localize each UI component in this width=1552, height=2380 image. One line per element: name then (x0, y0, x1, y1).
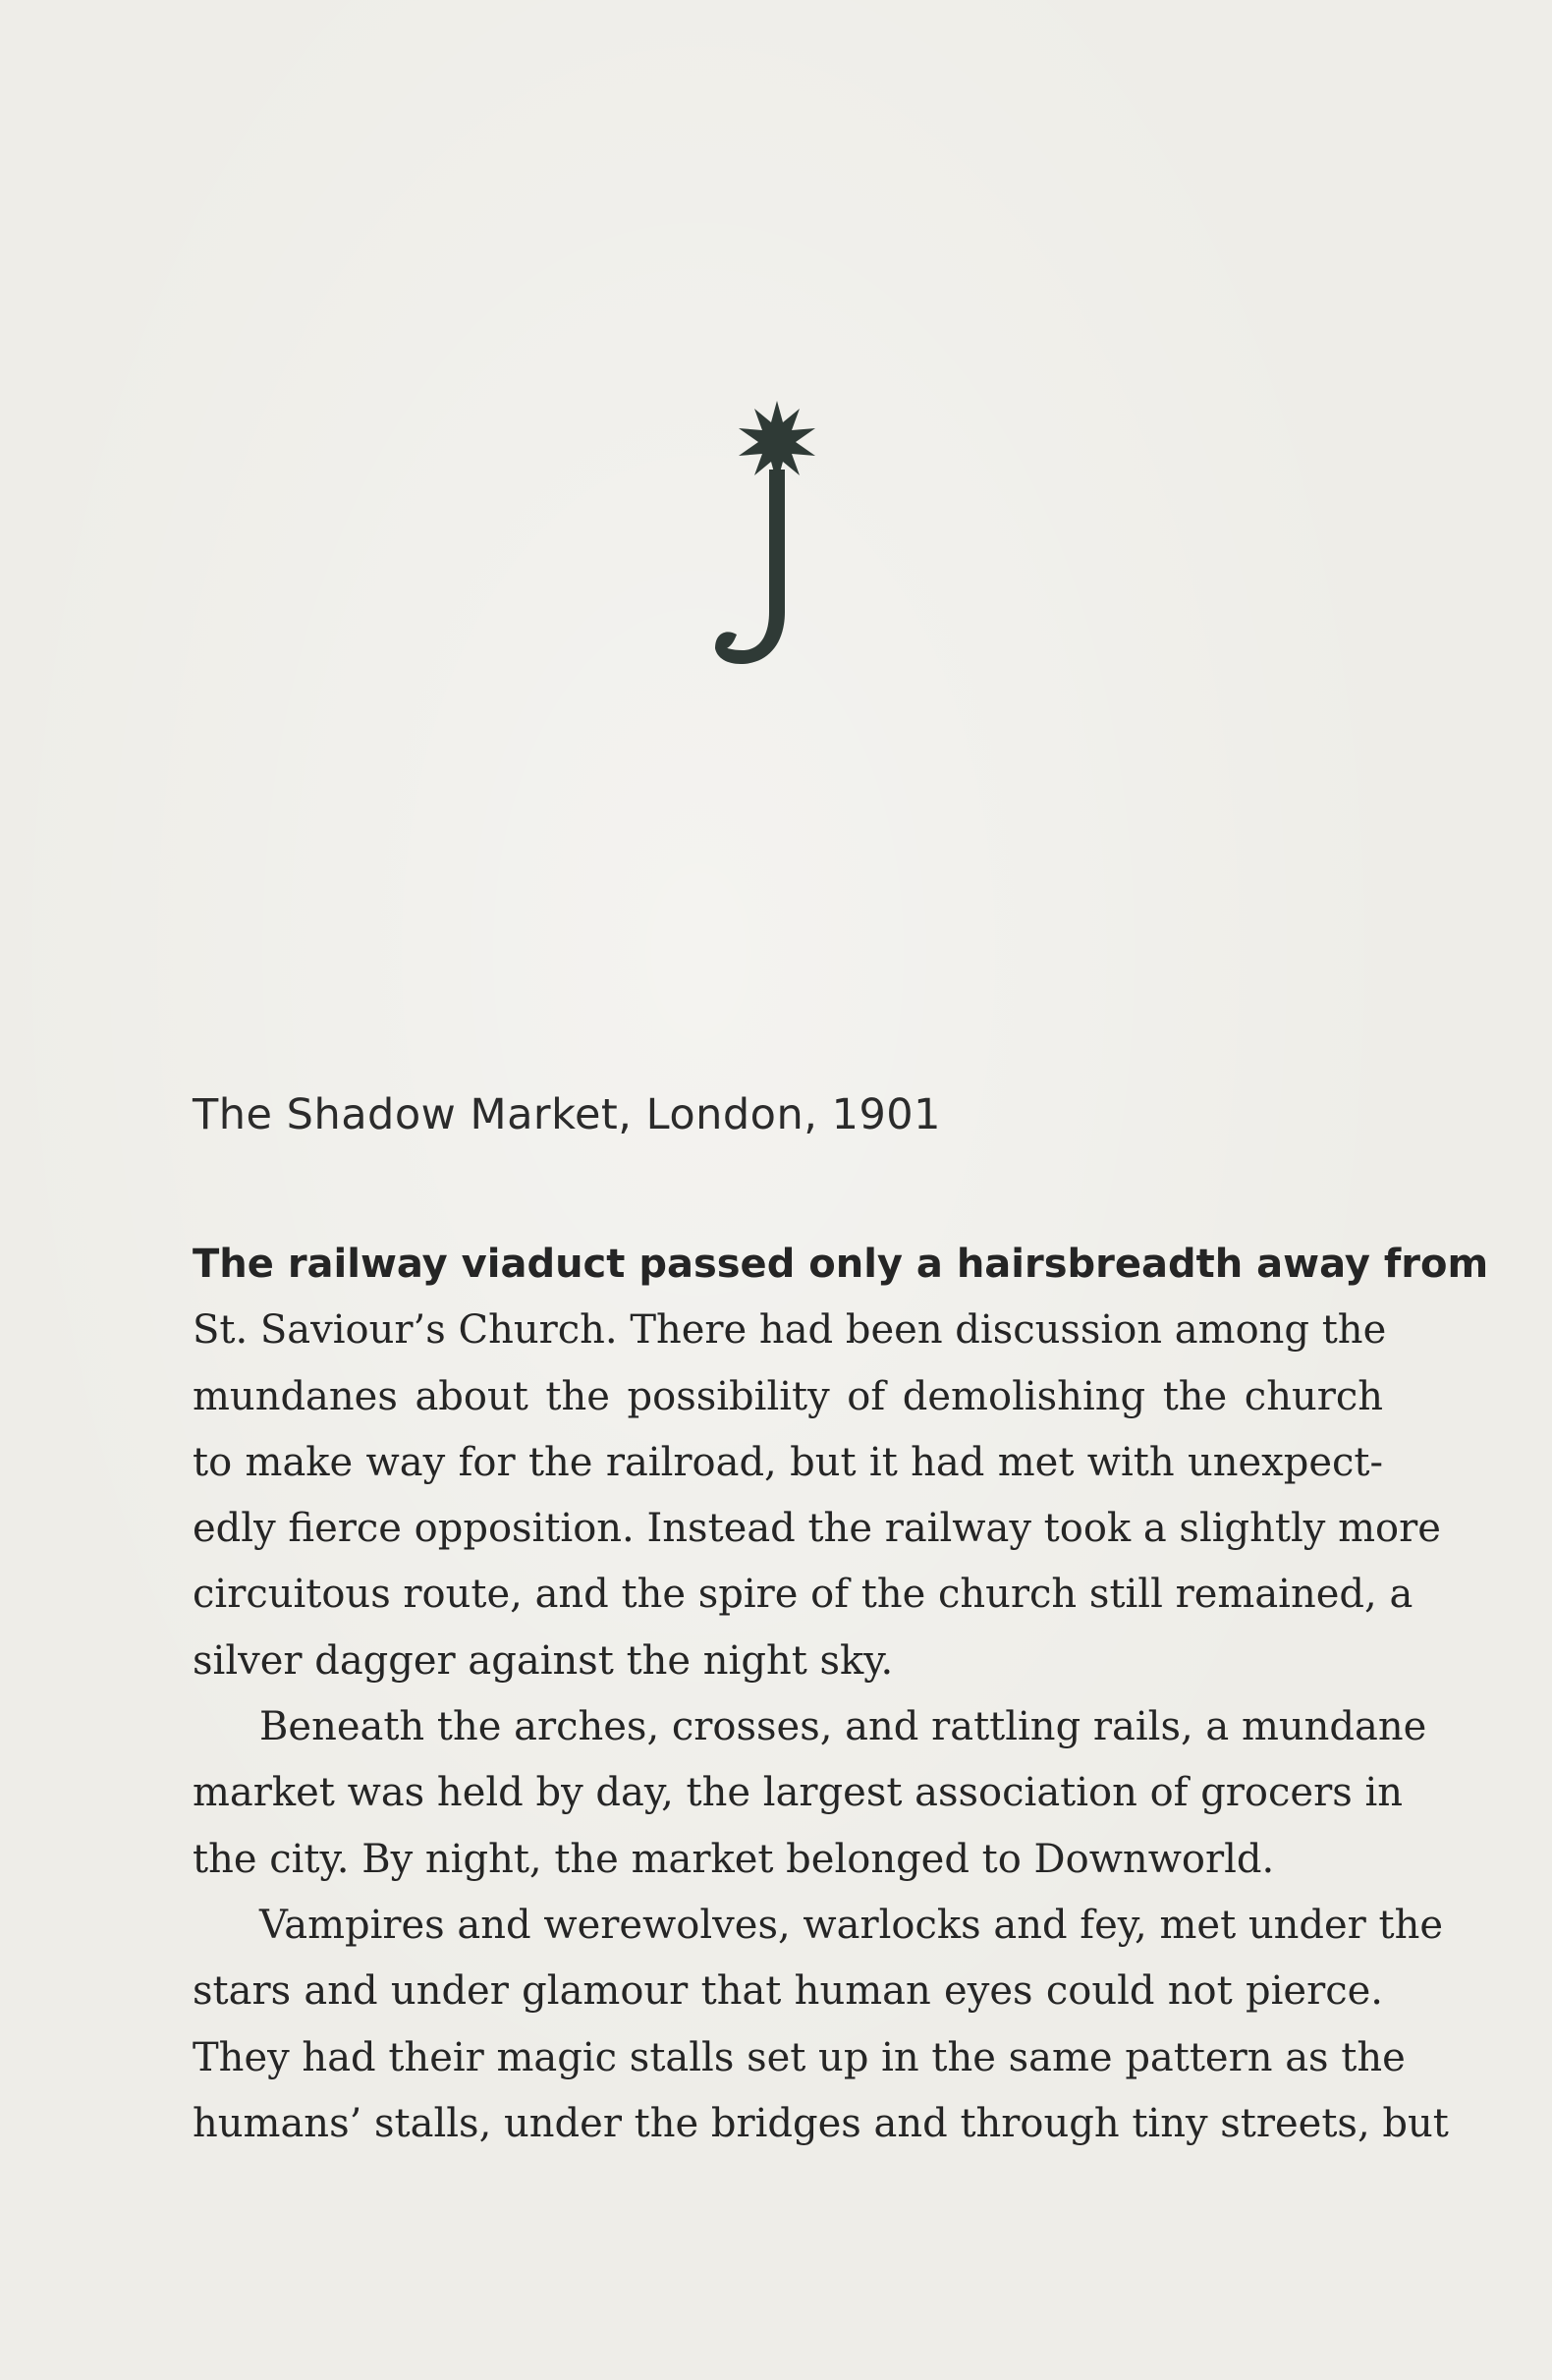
paragraph-3 (193, 1893, 1449, 2157)
text-line: Vampires and werewolves, warlocks and fey, met under the (259, 1902, 1444, 1948)
paragraph-1 (193, 1232, 1489, 1694)
ornament-letter-j-base (715, 632, 737, 650)
text-line: Beneath the arches, crosses, and rattling rails, a mundane (259, 1704, 1427, 1750)
text-line: silver dagger against the night sky. (193, 1637, 894, 1684)
text-line: market was held by day, the largest association of grocers in (193, 1770, 1403, 1816)
text-line: the city. By night, the market belonged to Downworld. (193, 1836, 1275, 1882)
lead-in-line: The railway viaduct passed only a hairsbreadth away from (193, 1242, 1489, 1287)
text-line: edly fierce opposition. Instead the railway took a slightly more (193, 1506, 1441, 1552)
text-line: to make way for the railroad, but it had met with unexpect- (193, 1439, 1383, 1485)
chapter-heading: The Shadow Market, London, 1901 (193, 1090, 942, 1139)
text-line: humans’ stalls, under the bridges and through tiny streets, but (193, 2100, 1449, 2146)
text-line: stars and under glamour that human eyes could not pierce. (193, 1968, 1383, 2015)
text-line: mundanes about the possibility of demolishing the church (193, 1373, 1383, 1419)
text-line: circuitous route, and the spire of the church still remained, a (193, 1572, 1413, 1618)
body-text (193, 1232, 1489, 2157)
paragraph-2 (193, 1694, 1427, 1893)
star-topped-letter-j-icon (713, 401, 841, 666)
text-line: St. Saviour’s Church. There had been discussion among the (193, 1307, 1387, 1354)
text-line: They had their magic stalls set up in the same pattern as the (193, 2034, 1406, 2080)
